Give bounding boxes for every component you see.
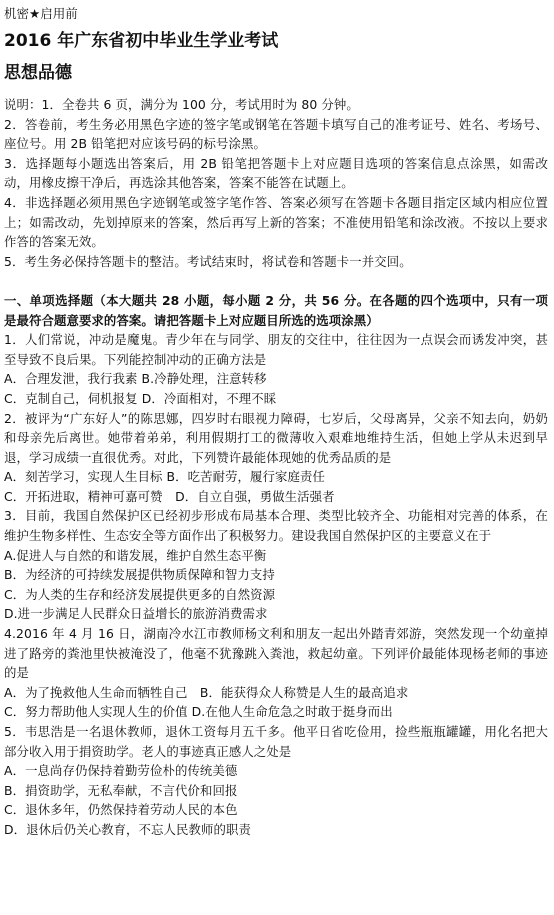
- option-line: A.促进人与自然的和谐发展，维护自然生态平衡: [4, 547, 267, 563]
- instruction-5: 5．考生务必保持答题卡的整洁。考试结束时，将试卷和答题卡一并交回。: [4, 253, 412, 269]
- option-line: C．克制自己，伺机报复 D．冷面相对，不理不睬: [4, 390, 277, 406]
- option-line: D．退休后仍关心教育，不忘人民教师的职责: [4, 821, 251, 837]
- question-stem: 1．人们常说，冲动是魔鬼。青少年在与同学、朋友的交往中，往往因为一点误会而诱发冲突，甚至导致不良后果。下列能控制冲动的正确方法是: [4, 332, 548, 367]
- question-stem: 4.2016 年 4 月 16 日，湖南冷水江市教师杨文利和朋友一起出外踏青郊游，突然发现一个幼童掉进了路旁的粪池里快被淹没了，他毫不犹豫跳入粪池，救起幼童。下列评价最能体现杨老师的事迹的是: [4, 626, 548, 681]
- question-5: [4, 722, 548, 840]
- option-line: A．一息尚存仍保持着勤劳俭朴的传统美德: [4, 763, 238, 779]
- question-stem: 5．韦思浩是一名退休教师，退休工资每月五千多。他平日省吃俭用，捡些瓶瓶罐罐，用化名把大部分收入用于捐资助学。老人的事迹真正感人之处是: [4, 724, 548, 759]
- option-line: C．开拓进取，精神可嘉可赞 D．自立自强，勇做生活强者: [4, 488, 335, 504]
- exam-title: 2016 年广东省初中毕业生学业考试: [4, 31, 279, 51]
- question-stem: 2．被评为“广东好人”的陈思娜，四岁时右眼视力障碍，七岁后，父母离异，父亲不知去向，奶奶和母亲先后离世。她带着弟弟，利用假期打工的微薄收入艰难地维持生活，但她上学从未迟到早退，学习成绩一直很优秀。对此，下列赞许最能体现她的优秀品质的是: [4, 410, 548, 465]
- spacer: [4, 271, 548, 291]
- subject-title: 思想品德: [4, 63, 72, 83]
- section-heading: 一、单项选择题（本大题共 28 小题，每小题 2 分，共 56 分。在各题的四个选项中，只有一项是最符合题意要求的答案。请把答题卡上对应题目所选的选项涂黑）: [4, 292, 548, 328]
- question-stem: 3．目前，我国自然保护区已经初步形成布局基本合理、类型比较齐全、功能相对完善的体系，在维护生物多样性、生态安全等方面作出了积极努力。建设我国自然保护区的主要意义在于: [4, 508, 548, 544]
- option-line: C．为人类的生存和经济发展提供更多的自然资源: [4, 586, 276, 602]
- question-2: [4, 409, 548, 507]
- question-3: [4, 506, 548, 624]
- option-line: D.进一步满足人民群众日益增长的旅游消费需求: [4, 606, 268, 622]
- option-line: A．为了挽救他人生命而牺牲自己 B．能获得众人称赞是人生的最高追求: [4, 684, 409, 700]
- option-line: A．合理发泄，我行我素 B.冷静处理，注意转移: [4, 371, 267, 387]
- option-line: C．努力帮助他人实现人生的价值 D.在他人生命危急之时敢于挺身而出: [4, 704, 393, 720]
- instructions: [4, 95, 548, 271]
- instruction-2: 2．答卷前，考生务必用黑色字迹的签字笔或钢笔在答题卡填写自己的准考证号、姓名、考场号、座位号。用 2B 铅笔把对应该号码的标号涂黑。: [4, 116, 548, 152]
- question-1: [4, 330, 548, 408]
- option-line: B．捐资助学，无私奉献，不言代价和回报: [4, 782, 238, 798]
- question-4: [4, 624, 548, 722]
- instruction-1: 说明：1．全卷共 6 页，满分为 100 分，考试用时为 80 分钟。: [4, 97, 359, 112]
- instruction-3: 3．选择题每小题选出答案后，用 2B 铅笔把答题卡上对应题目选项的答案信息点涂黑，如需改动，用橡皮擦干净后，再选涂其他答案，答案不能答在试题上。: [4, 155, 548, 191]
- option-line: A．刻苦学习，实现人生目标 B．吃苦耐劳，履行家庭责任: [4, 469, 325, 485]
- confidential-mark: 机密★启用前: [4, 6, 78, 21]
- instruction-4: 4．非选择题必须用黑色字迹钢笔或签字笔作答、答案必须写在答题卡各题目指定区域内相应位置上；如需改动，先划掉原来的答案，然后再写上新的答案；不准使用铅笔和涂改液。不按以上要求作答的答案无效。: [4, 194, 548, 250]
- option-line: C．退休多年，仍然保持着劳动人民的本色: [4, 802, 238, 818]
- option-line: B．为经济的可持续发展提供物质保障和智力支持: [4, 567, 275, 583]
